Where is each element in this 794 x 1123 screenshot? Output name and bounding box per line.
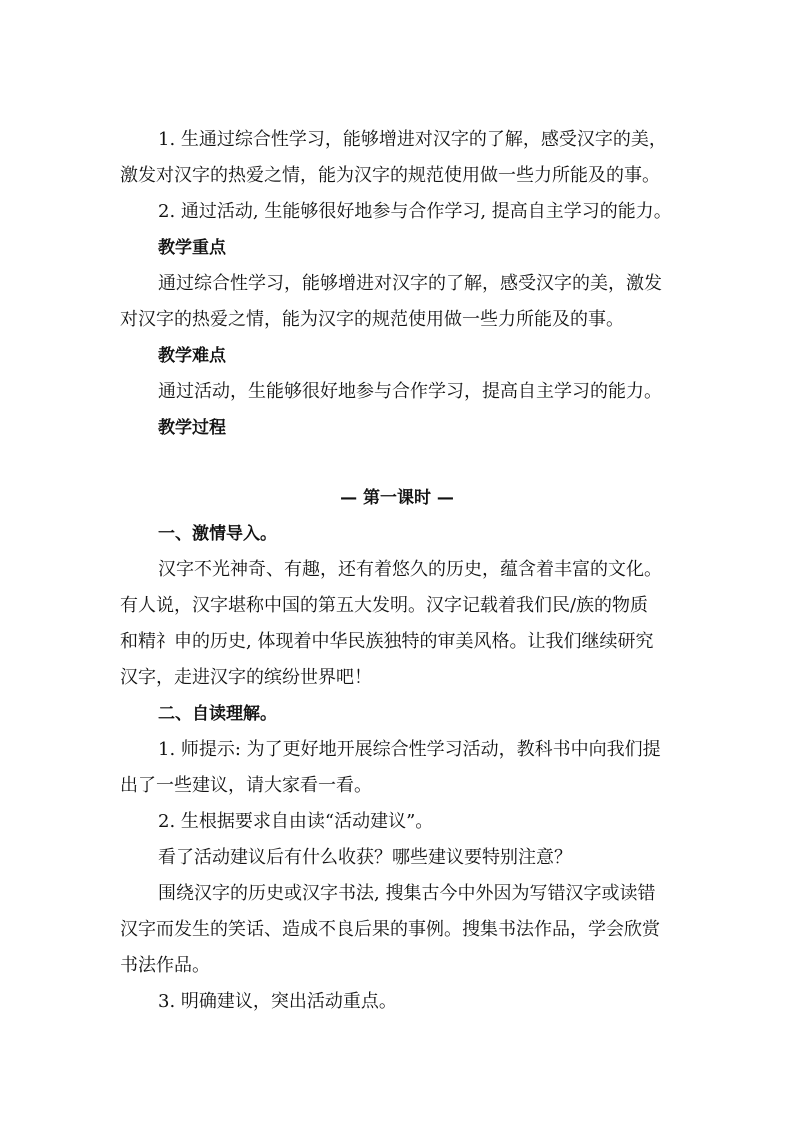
section-heading-key-points: 教学重点 (158, 238, 226, 258)
section-heading-difficulties: 教学难点 (158, 346, 226, 366)
key-points-line-1: 通过综合性学习，能够增进对汉字的了解，感受汉字的美，激发 (158, 273, 662, 294)
intro-paragraph-line-2: 有人说，汉字堪称中国的第五大发明。汉字记载着我们民/族的物质 (120, 595, 649, 616)
lesson-title: — 第一课时 — (340, 488, 454, 508)
activity-suggestion-line-1: 围绕汉字的历史或汉字书法, 搜集古今中外因为写错汉字或读错 (158, 883, 656, 904)
activity-suggestion-line-3: 书法作品。 (120, 955, 210, 976)
activity-suggestion-line-2: 汉字而发生的笑话、造成不良后果的事例。搜集书法作品，学会欣赏 (120, 919, 660, 940)
section-heading-process: 教学过程 (158, 418, 226, 438)
teacher-tip-line-1: 1. 师提示: 为了更好地开展综合性学习活动，教科书中向我们提 (158, 739, 661, 760)
teacher-tip-line-2: 出了一些建议，请大家看一看。 (120, 775, 372, 796)
reflection-question: 看了活动建议后有什么收获？哪些建议要特别注意？ (158, 847, 572, 868)
objective-2: 2. 通过活动, 生能够很好地参与合作学习, 提高自主学习的能力。 (158, 201, 672, 222)
student-reading: 2. 生根据要求自由读“活动建议”。 (158, 811, 434, 832)
intro-paragraph-line-4: 汉字，走进汉字的缤纷世界吧！ (120, 667, 372, 688)
key-points-line-2: 对汉字的热爱之情，能为汉字的规范使用做一些力所能及的事。 (120, 309, 624, 330)
objective-1-line-1: 1. 生通过综合性学习，能够增进对汉字的了解，感受汉字的美， (158, 129, 667, 150)
step-1-heading: 一、激情导入。 (158, 524, 277, 544)
intro-paragraph-line-1: 汉字不光神奇、有趣，还有着悠久的历史，蕴含着丰富的文化。 (158, 559, 662, 580)
clarify-suggestion: 3. 明确建议，突出活动重点。 (158, 991, 397, 1012)
difficulties-text: 通过活动，生能够很好地参与合作学习，提高自主学习的能力。 (158, 381, 662, 402)
intro-paragraph-line-3: 和精礻申的历史, 体现着中华民族独特的审美风格。让我们继续研究 (120, 631, 654, 652)
objective-1-line-2: 激发对汉字的热爱之情，能为汉字的规范使用做一些力所能及的事。 (120, 165, 660, 186)
step-2-heading: 二、自读理解。 (158, 704, 277, 724)
